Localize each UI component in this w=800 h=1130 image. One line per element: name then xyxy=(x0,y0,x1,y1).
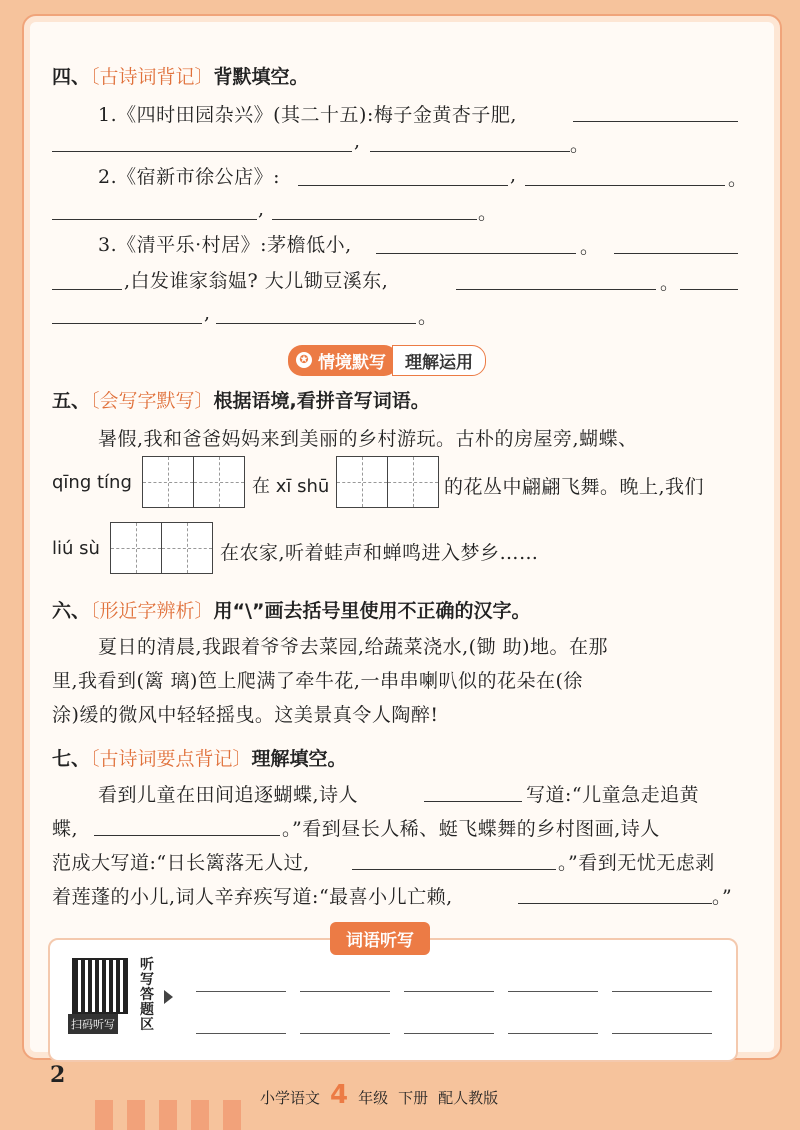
q4-tag: 〔古诗词背记〕 xyxy=(90,66,214,88)
dictation-line[interactable] xyxy=(300,990,390,992)
page-number: 2 xyxy=(50,1062,66,1088)
medal-icon: ✪ xyxy=(296,352,312,368)
q4-line3: 3.《清平乐·村居》:茅檐低小, xyxy=(98,234,352,256)
dictation-line[interactable] xyxy=(300,1032,390,1034)
blank[interactable] xyxy=(52,288,122,290)
q4-line3b: ,白发谁家翁媪? 大儿锄豆溪东, xyxy=(124,270,389,292)
blank[interactable] xyxy=(376,252,576,254)
footer: 小学语文 4 年级 下册 配人教版 xyxy=(260,1080,499,1110)
q4-heading: 四、〔古诗词背记〕背默填空。 xyxy=(52,66,309,88)
dictation-line[interactable] xyxy=(404,1032,494,1034)
q5-heading: 五、〔会写字默写〕根据语境,看拼音写词语。 xyxy=(52,390,430,412)
blank[interactable] xyxy=(298,184,508,186)
dictation-line[interactable] xyxy=(508,990,598,992)
dictation-line[interactable] xyxy=(508,1032,598,1034)
blank[interactable] xyxy=(680,288,738,290)
q7-heading: 七、〔古诗词要点背记〕理解填空。 xyxy=(52,748,347,770)
blank[interactable] xyxy=(52,150,352,152)
dictation-line[interactable] xyxy=(404,990,494,992)
q4-line1: 1.《四时田园杂兴》(其二十五):梅子金黄杏子肥, xyxy=(98,104,517,126)
blank[interactable] xyxy=(352,868,556,870)
blank[interactable] xyxy=(573,120,738,122)
blank[interactable] xyxy=(614,252,738,254)
blank[interactable] xyxy=(424,800,522,802)
q6-heading: 六、〔形近字辨析〕用“\”画去括号里使用不正确的汉字。 xyxy=(52,600,531,622)
decorative-tabs xyxy=(95,1100,241,1130)
section-banner: ✪ 情境默写 理解运用 xyxy=(288,345,486,375)
dictation-title: 词语听写 xyxy=(330,922,430,955)
dictation-line[interactable] xyxy=(612,990,712,992)
char-grid[interactable] xyxy=(336,456,439,508)
pinyin-liusu: liú sù xyxy=(52,538,100,559)
blank[interactable] xyxy=(94,834,280,836)
answer-area-label: 听写答题区 xyxy=(140,957,154,1033)
blank[interactable] xyxy=(52,322,202,324)
dictation-line[interactable] xyxy=(196,1032,286,1034)
arrow-right-icon xyxy=(164,990,173,1004)
pinyin-qingting: qīng tíng xyxy=(52,472,132,493)
qr-label: 扫码听写 xyxy=(68,1014,118,1034)
blank[interactable] xyxy=(518,902,712,904)
dictation-line[interactable] xyxy=(196,990,286,992)
blank[interactable] xyxy=(525,184,725,186)
qr-code-icon[interactable] xyxy=(72,958,128,1014)
blank[interactable] xyxy=(52,218,257,220)
blank[interactable] xyxy=(216,322,416,324)
blank[interactable] xyxy=(272,218,477,220)
blank[interactable] xyxy=(456,288,656,290)
char-grid[interactable] xyxy=(110,522,213,574)
q5-para1: 暑假,我和爸爸妈妈来到美丽的乡村游玩。古朴的房屋旁,蝴蝶、 xyxy=(98,428,638,450)
char-grid[interactable] xyxy=(142,456,245,508)
blank[interactable] xyxy=(370,150,570,152)
dictation-line[interactable] xyxy=(612,1032,712,1034)
q4-line2: 2.《宿新市徐公店》: xyxy=(98,166,281,188)
